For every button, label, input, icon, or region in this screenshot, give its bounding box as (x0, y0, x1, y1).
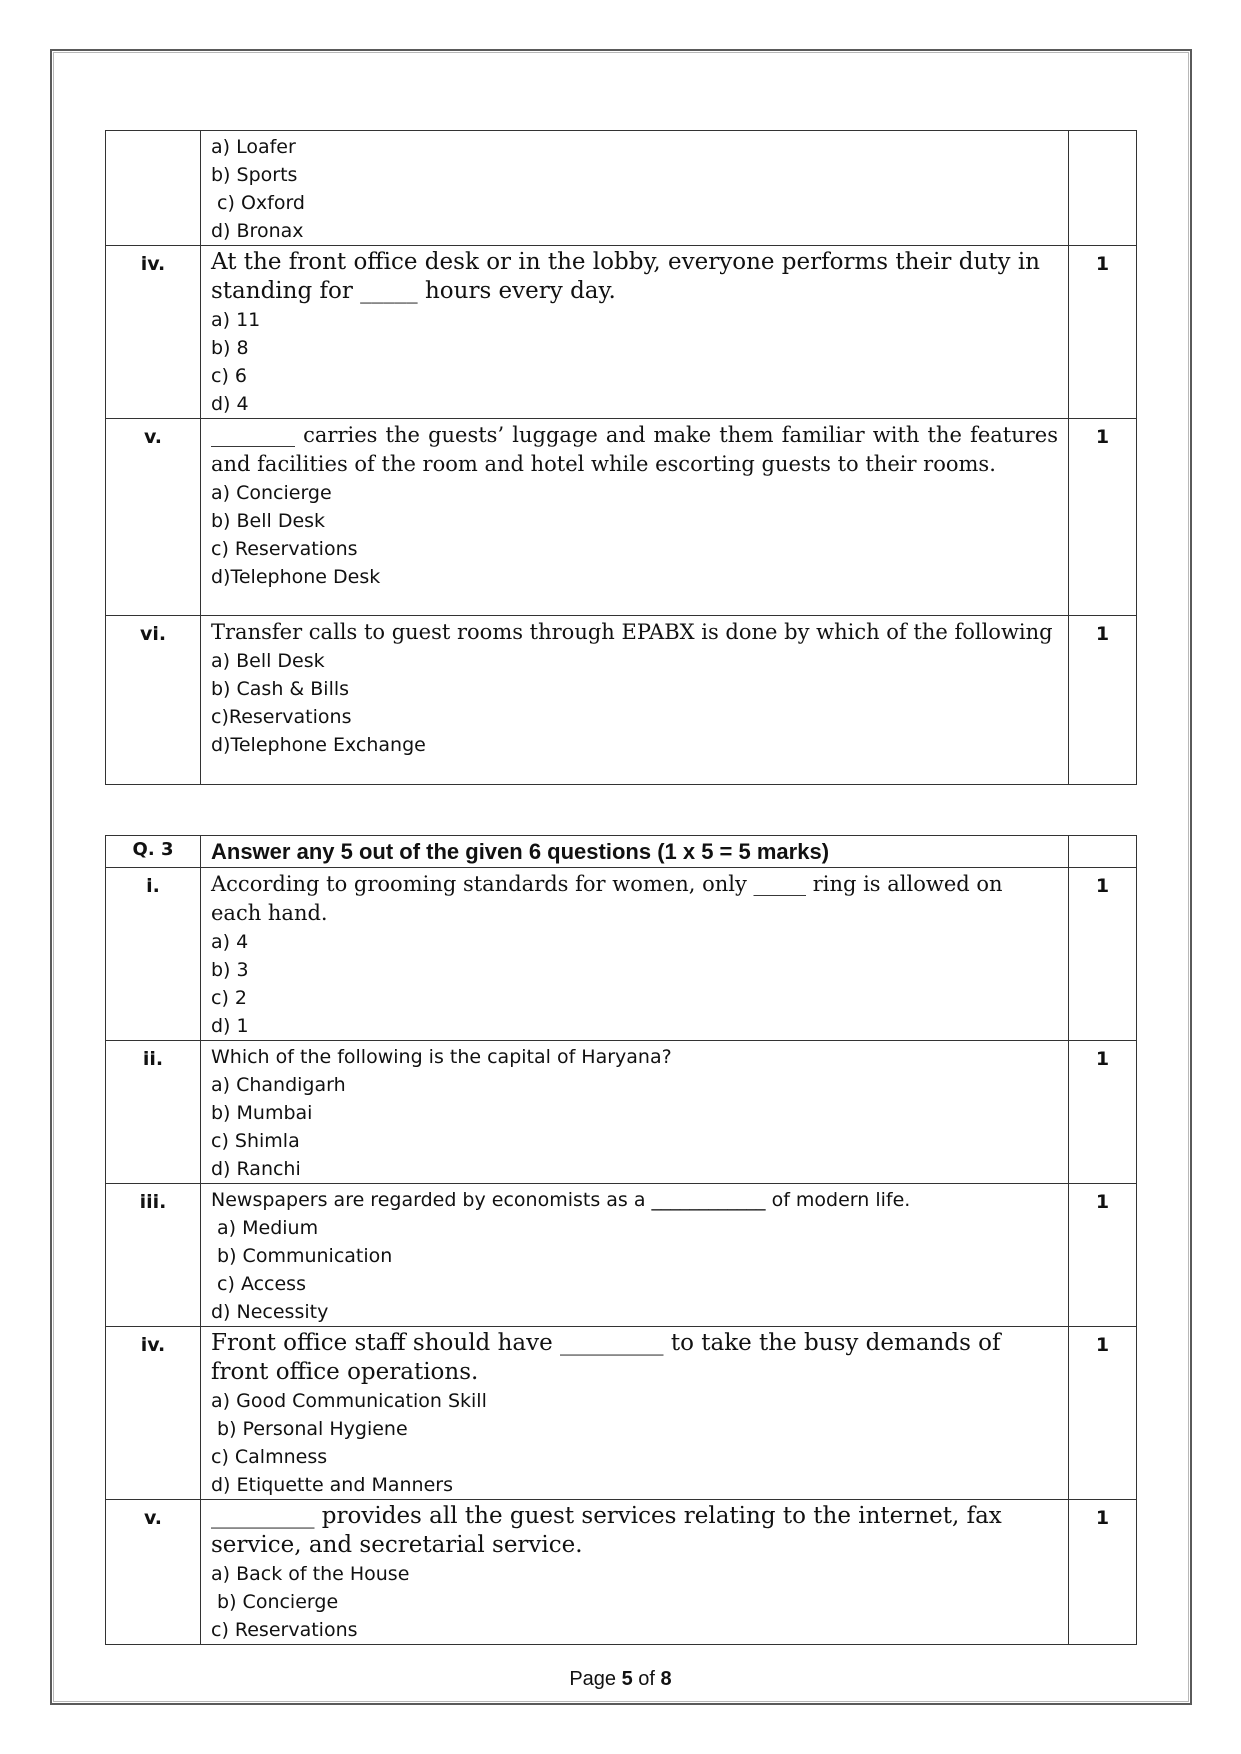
option: b) Cash & Bills (211, 678, 350, 700)
option: c)Reservations (211, 706, 352, 728)
option: a) 4 (211, 931, 249, 953)
marks-cell: 1 (1069, 616, 1137, 785)
option: b) Concierge (211, 1591, 339, 1613)
option: c) Reservations (211, 538, 358, 560)
marks-cell: 1 (1069, 1500, 1137, 1645)
option: d)Telephone Desk (211, 566, 381, 588)
option: a) Loafer (211, 136, 296, 158)
option: a) Back of the House (211, 1563, 410, 1585)
option: b) Mumbai (211, 1102, 313, 1124)
table-row (106, 246, 1137, 419)
option: d) 1 (211, 1015, 249, 1037)
question-cell (201, 1327, 1069, 1500)
question-cell (201, 616, 1069, 785)
option: a) Chandigarh (211, 1074, 346, 1096)
table-row (106, 1327, 1137, 1500)
option: a) 11 (211, 309, 261, 331)
section-instruction-cell (201, 836, 1069, 868)
marks-cell: 1 (1069, 419, 1137, 616)
page-current: 5 (621, 1668, 633, 1690)
marks-cell: 1 (1069, 868, 1137, 1041)
table-header-row (106, 836, 1137, 868)
marks-cell (1069, 131, 1137, 246)
question-cell (201, 1184, 1069, 1327)
question-number: ii. (106, 1041, 201, 1184)
question-number: iv. (106, 246, 201, 419)
section-number: Q. 3 (106, 836, 201, 868)
of-label: of (638, 1668, 655, 1690)
option: c) Access (211, 1273, 306, 1295)
page-total: 8 (660, 1668, 672, 1690)
option: b) Bell Desk (211, 510, 326, 532)
table-row (106, 1184, 1137, 1327)
option: c) Oxford (211, 192, 305, 214)
questions-table-1 (105, 130, 1137, 785)
option: a) Medium (211, 1217, 319, 1239)
table-row (106, 868, 1137, 1041)
question-cell (201, 1500, 1069, 1645)
questions-table-2 (105, 835, 1137, 1645)
marks-cell: 1 (1069, 1041, 1137, 1184)
marks-cell: 1 (1069, 1184, 1137, 1327)
question-number: iii. (106, 1184, 201, 1327)
question-number (106, 131, 201, 246)
option: d)Telephone Exchange (211, 734, 426, 756)
option: b) Sports (211, 164, 298, 186)
option: d) Necessity (211, 1301, 329, 1323)
marks-cell (1069, 836, 1137, 868)
marks-cell: 1 (1069, 1327, 1137, 1500)
option: a) Good Communication Skill (211, 1390, 487, 1412)
question-number: v. (106, 419, 201, 616)
table-row (106, 1041, 1137, 1184)
table-row (106, 1500, 1137, 1645)
option: c) 6 (211, 365, 247, 387)
question-stem: ________ carries the guests’ luggage and make them familiar with the features and facilities of the room and hotel while escorting guests to their rooms. (211, 423, 1058, 476)
question-stem: Which of the following is the capital of Haryana? (211, 1046, 672, 1068)
question-number: iv. (106, 1327, 201, 1500)
option: b) Communication (211, 1245, 393, 1267)
option: c) Calmness (211, 1446, 328, 1468)
question-stem: _________ provides all the guest services relating to the internet, fax service, and secretarial service. (211, 1503, 1002, 1558)
question-stem: Newspapers are regarded by economists as a ____________ of modern life. (211, 1189, 911, 1211)
page-label: Page (569, 1668, 617, 1690)
question-number: v. (106, 1500, 201, 1645)
option: c) Shimla (211, 1130, 300, 1152)
option: c) 2 (211, 987, 247, 1009)
option: d) Bronax (211, 220, 304, 242)
question-cell (201, 1041, 1069, 1184)
question-number: vi. (106, 616, 201, 785)
option: d) Etiquette and Manners (211, 1474, 453, 1496)
question-number: i. (106, 868, 201, 1041)
question-cell (201, 131, 1069, 246)
question-stem: Transfer calls to guest rooms through EPABX is done by which of the following (211, 620, 1053, 644)
table-row (106, 419, 1137, 616)
option: c) Reservations (211, 1619, 358, 1641)
question-stem: According to grooming standards for women, only _____ ring is allowed on each hand. (211, 872, 1003, 925)
page-footer (0, 1668, 1241, 1691)
table-row (106, 131, 1137, 246)
question-cell (201, 868, 1069, 1041)
option: b) Personal Hygiene (211, 1418, 408, 1440)
question-cell (201, 419, 1069, 616)
option: a) Concierge (211, 482, 332, 504)
option: b) 3 (211, 959, 249, 981)
section-instruction: Answer any 5 out of the given 6 questions (1 x 5 = 5 marks) (211, 839, 830, 864)
question-stem: Front office staff should have _________ to take the busy demands of front office operations. (211, 1330, 1001, 1385)
option: b) 8 (211, 337, 249, 359)
question-stem: At the front office desk or in the lobby, everyone performs their duty in standing for _____ hours every day. (211, 249, 1040, 304)
question-cell (201, 246, 1069, 419)
option: d) Ranchi (211, 1158, 301, 1180)
option: a) Bell Desk (211, 650, 325, 672)
marks-cell: 1 (1069, 246, 1137, 419)
table-row (106, 616, 1137, 785)
option: d) 4 (211, 393, 249, 415)
